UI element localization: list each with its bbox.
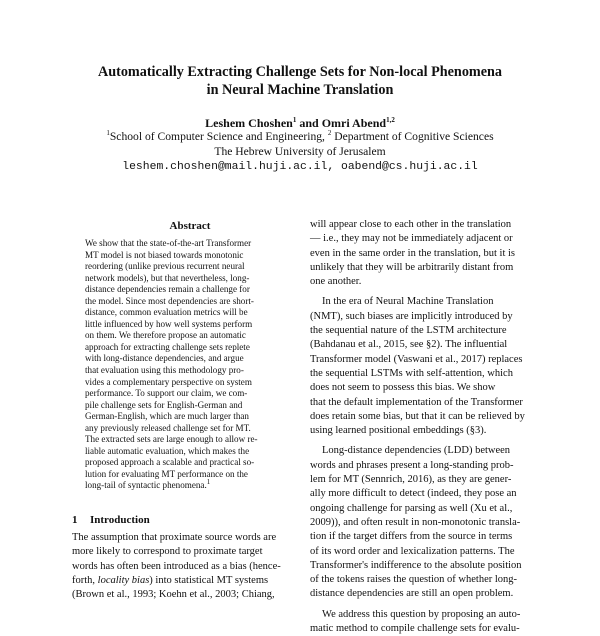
abstract-line: We show that the state-of-the-art Transformer (85, 238, 252, 248)
body-line: 2009)), and often result in non-monotonic transla- (310, 516, 521, 528)
author-affil-mark: 1,2 (386, 116, 395, 124)
body-text: ) into statistical MT systems (149, 574, 269, 586)
abstract-line: with long-distance dependencies, and argue (85, 353, 244, 364)
body-line: will appear close to each other in the translation (310, 219, 512, 230)
author-list (60, 116, 540, 131)
body-line: the sequential nature of the LSTM architecture (310, 325, 507, 337)
body-line: tion if the target differs from the source in terms (310, 531, 513, 543)
body-line: unlikely that they will be arbitrarily distant from (310, 261, 514, 273)
abstract-line: lution for evaluating MT performance on the (85, 468, 248, 479)
body-line: words and phrases present a long-standing prob- (310, 459, 514, 471)
body-line: distance dependencies are still an open problem. (310, 588, 514, 600)
body-line: (NMT), such biases are implicitly introduced by (310, 310, 513, 322)
abstract-heading: Abstract (169, 220, 211, 232)
author-affil-mark: 1 (292, 116, 297, 124)
body-line: The assumption that proximate source words are (72, 532, 277, 543)
body-line: Transformer model (Vaswani et al., 2017) replaces (310, 353, 523, 365)
title-line: Automatically Extracting Challenge Sets for Non-local Phenomena (97, 64, 503, 80)
body-line: words has often been introduced as a bias (hence- (72, 560, 281, 572)
body-line: matic method to compile challenge sets for evalu- (310, 623, 520, 635)
body-line: does not seem to possess this bias. We show (310, 382, 496, 394)
body-line: even in the same order in the translation, but it is (310, 247, 515, 259)
body-line: of its word order and lexicalization patterns. The (310, 545, 515, 557)
abstract-line: distance dependencies remain a challenge for (85, 284, 250, 295)
body-line: one another. (310, 276, 362, 288)
right-column (310, 218, 532, 636)
body-line (72, 574, 302, 588)
abstract-line: little influenced by how well systems perform (85, 318, 253, 329)
body-line: Long-distance dependencies (LDD) between (322, 445, 511, 457)
paper-title (60, 63, 540, 99)
abstract-line: MT model is not biased towards monotonic (85, 249, 244, 260)
body-line: — i.e., they may not be immediately adjacent or (310, 233, 513, 245)
body-line: In the era of Neural Machine Translation (322, 296, 494, 308)
footnote-mark: 1 (206, 478, 211, 487)
abstract-line: approach for extracting challenge sets replete (85, 341, 250, 352)
author-conjunction: and (296, 116, 322, 130)
body-line: the sequential LSTMs with self-attention, which (310, 367, 513, 379)
body-line: of the tokens raises the question of whether long- (310, 574, 518, 586)
abstract-line: on them. We therefore propose an automatic (85, 330, 246, 341)
body-line: We address this question by proposing an auto- (322, 608, 521, 620)
affil-mark: 1 (106, 129, 110, 138)
abstract-line: proposed approach a scalable and practical so- (85, 457, 255, 468)
section-heading-introduction (72, 513, 302, 527)
abstract-line: The extracted sets are large enough to allow re- (85, 434, 258, 445)
author-emails: leshem.choshen@mail.huji.ac.il, oabend@cs.huji.ac.il (122, 161, 478, 173)
body-line: Transformer's indifference to the absolute position (310, 559, 522, 571)
author-name: Omri Abend (321, 116, 387, 130)
abstract-line: distance, common evaluation metrics will be (85, 307, 248, 318)
abstract-body (85, 238, 295, 492)
abstract-line: reordering (unlike previous recurrent neural (85, 261, 245, 272)
affil-mark: 2 (327, 129, 332, 138)
abstract-line-text: long-tail of syntactic phenomena. (85, 480, 207, 491)
abstract-line: performance. To support our claim, we com- (85, 388, 248, 399)
abstract-line: German-English, which are much larger than (85, 411, 249, 422)
body-line: (Bahdanau et al., 2015, see §2). The influential (310, 339, 508, 351)
body-line: that the default implementation of the Transformer (310, 396, 523, 408)
abstract-line: that evaluation using this methodology pro- (85, 365, 244, 376)
abstract-line-last (85, 480, 295, 492)
body-line: more likely to correspond to proximate target (72, 546, 263, 558)
affiliations (40, 130, 560, 159)
title-line: in Neural Machine Translation (206, 82, 394, 98)
affiliation-line: The Hebrew University of Jerusalem (214, 144, 386, 158)
intro-paragraph (72, 531, 302, 602)
body-line: (Brown et al., 1993; Koehn et al., 2003; Chiang, (72, 589, 275, 601)
body-text: forth, (72, 574, 98, 586)
abstract-line: liable automatic evaluation, which makes the (85, 445, 250, 456)
section-number: 1 (72, 514, 78, 526)
body-line: using learned positional embeddings (§3). (310, 425, 487, 437)
body-line: lem for MT (Sennrich, 2016), as they are gener- (310, 474, 512, 486)
body-line: ongoing challenge for parsing as well (Xu et al., (310, 502, 513, 514)
abstract-line: vides a complementary perspective on system (85, 376, 252, 387)
affiliation-line (40, 130, 560, 145)
affiliation-text: Department of Cognitive Sciences (331, 130, 494, 143)
abstract-line: pile challenge sets for English-German and (85, 399, 243, 410)
body-line: ally more difficult to detect (indeed, they pose an (310, 488, 517, 500)
section-title: Introduction (90, 514, 150, 526)
affiliation-text: School of Computer Science and Engineering, (109, 130, 328, 143)
author-name: Leshem Choshen (205, 116, 293, 130)
emphasis-term: locality bias (97, 574, 150, 586)
body-line: does retain some bias, but that it can be relieved by (310, 410, 525, 422)
abstract-line: any previously released challenge set for MT. (85, 422, 251, 433)
abstract-line: network models), but that nevertheless, long- (85, 272, 250, 283)
abstract-line: the model. Since most dependencies are short- (85, 295, 254, 306)
